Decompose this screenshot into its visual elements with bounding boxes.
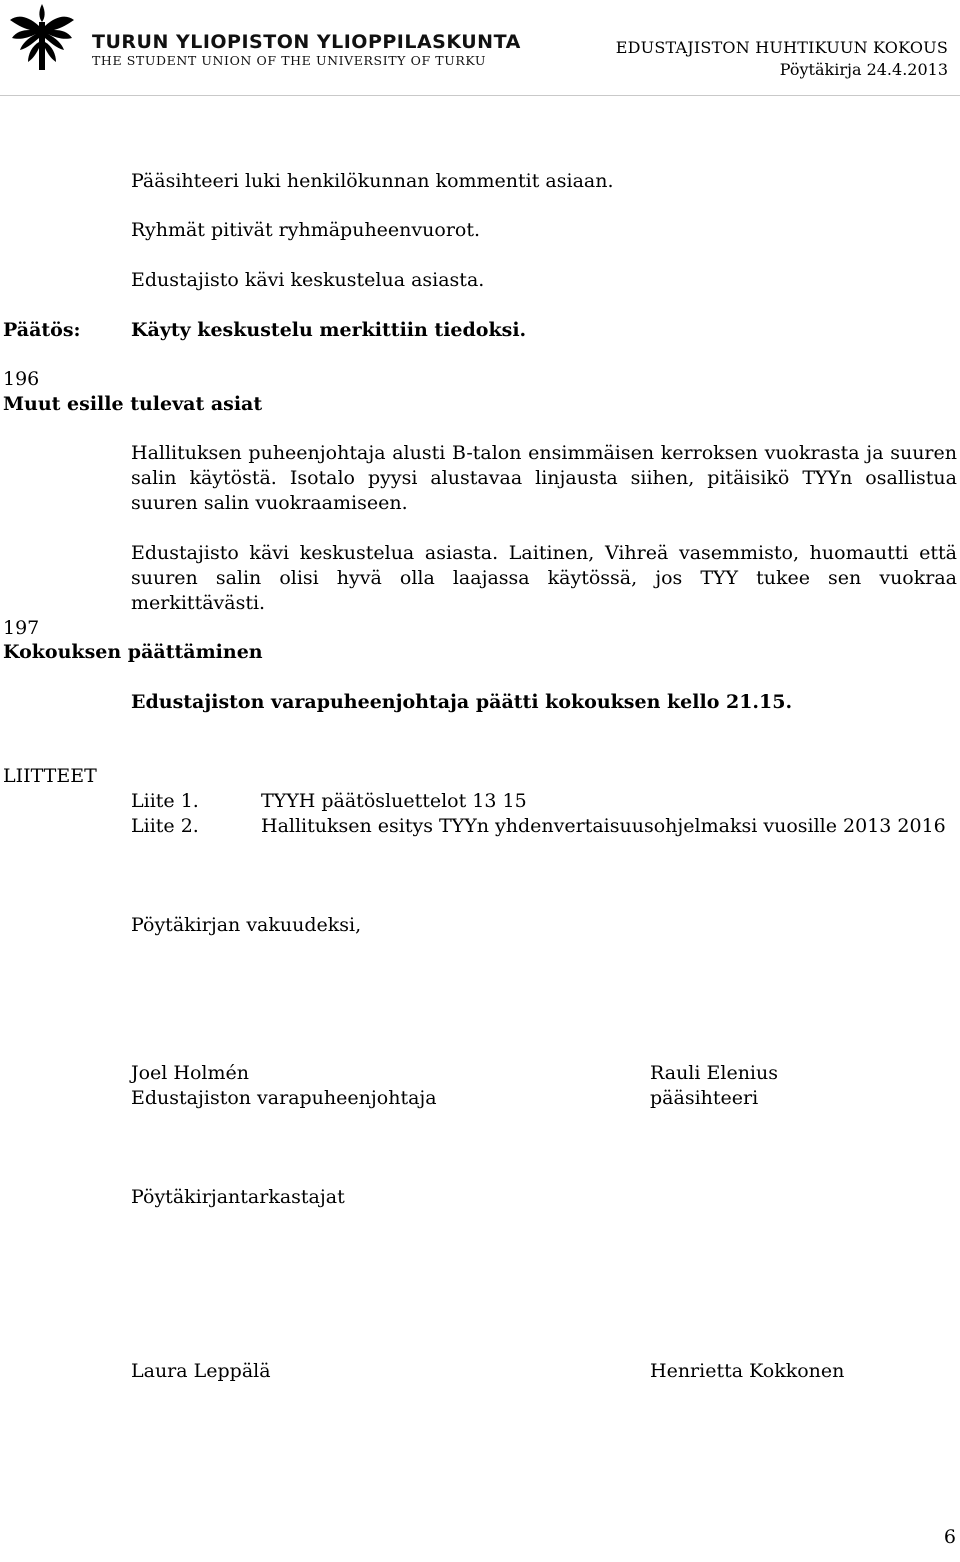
paragraph: Hallituksen puheenjohtaja alusti B-talon ensimmäisen kerroksen vuokrasta ja suuren salin käytöstä. Isotalo pyysi alustavaa linjausta siihen, pitäisikö TYYn osallistua suuren salin vuokraamiseen. [131, 442, 957, 514]
page-number: 6 [943, 1526, 956, 1548]
checker-name: Henrietta Kokkonen [650, 1360, 845, 1382]
org-name-fi: TURUN YLIOPISTON YLIOPPILASKUNTA [92, 31, 521, 53]
attachments-heading: LIITTEET [3, 765, 97, 787]
signer-name: Rauli Elenius [650, 1062, 778, 1084]
section-title: Muut esille tulevat asiat [3, 393, 263, 415]
attachment-label: Liite 2. [131, 815, 199, 837]
body-line: Edustajisto kävi keskustelua asiasta. [131, 269, 485, 291]
body-line: Pääsihteeri luki henkilökunnan kommentit asiaan. [131, 170, 614, 192]
paragraph: Edustajisto kävi keskustelua asiasta. Laitinen, Vihreä vasemmisto, huomautti että suuren salin olisi hyvä olla laajassa käytössä, jos TYY tukee sen vuokraa merkittävästi. [131, 542, 957, 614]
body-line: Ryhmät pitivät ryhmäpuheenvuorot. [131, 219, 481, 241]
student-union-logo [8, 2, 76, 72]
section-number: 197 [3, 617, 40, 639]
closing-statement: Edustajiston varapuheenjohtaja päätti kokouksen kello 21.15. [131, 691, 793, 713]
section-number: 196 [3, 368, 40, 390]
decision-label: Päätös: [3, 319, 81, 341]
signer-name: Joel Holmén [131, 1062, 249, 1084]
section-title: Kokouksen päättäminen [3, 641, 263, 663]
checker-name: Laura Leppälä [131, 1360, 271, 1382]
header-divider [0, 95, 960, 96]
attachment-text: TYYH päätösluettelot 13 15 [261, 790, 527, 812]
decision-text: Käyty keskustelu merkittiin tiedoksi. [131, 319, 527, 341]
minutes-date: Pöytäkirja 24.4.2013 [779, 60, 948, 79]
torch-wings-icon [8, 2, 76, 72]
org-name-en: THE STUDENT UNION OF THE UNIVERSITY OF TURKU [92, 53, 487, 68]
signer-role: Edustajiston varapuheenjohtaja [131, 1087, 437, 1109]
attachment-text: Hallituksen esitys TYYn yhdenvertaisuusohjelmaksi vuosille 2013 2016 [261, 815, 946, 837]
signer-role: pääsihteeri [650, 1087, 759, 1109]
meeting-title: EDUSTAJISTON HUHTIKUUN KOKOUS [615, 38, 948, 57]
certification-label: Pöytäkirjan vakuudeksi, [131, 914, 362, 936]
attachment-label: Liite 1. [131, 790, 199, 812]
checkers-label: Pöytäkirjantarkastajat [131, 1186, 345, 1208]
